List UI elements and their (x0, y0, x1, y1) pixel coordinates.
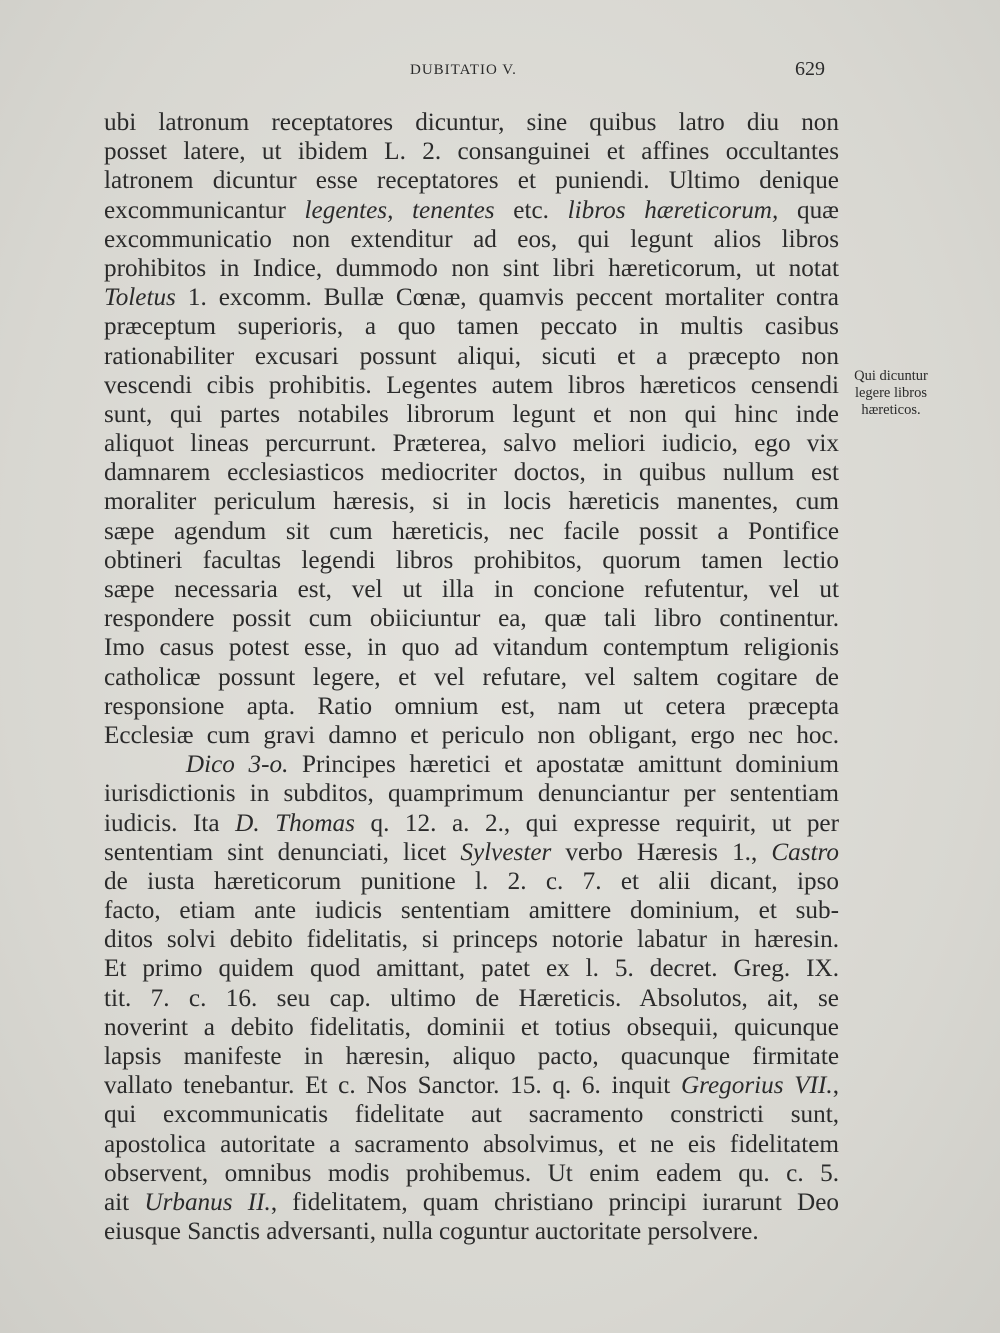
text-line (104, 342, 839, 371)
italic-text-run: libros hæreticorum, (567, 196, 779, 224)
text-line (104, 1159, 839, 1188)
text-line (104, 429, 839, 458)
text-line (104, 1130, 839, 1159)
text-run: q. 12. a. 2., qui expresse requirit, ut per (354, 809, 839, 837)
text-line (104, 1100, 839, 1129)
text-line (104, 692, 839, 721)
text-run: eiusque Sanctis adversanti, nulla coguntur auctoritate persolvere. (104, 1218, 759, 1246)
text-line (104, 400, 839, 429)
text-run: aliquot lineas percurrunt. Præterea, salvo meliori iudicio, ego vix (104, 430, 839, 458)
text-line (104, 166, 839, 195)
italic-text-run: Sylvester (460, 838, 552, 866)
text-line (104, 283, 839, 312)
text-run: , fidelitatem, quam christiano principi iurarunt Deo (270, 1188, 839, 1216)
text-run: ait (104, 1188, 145, 1216)
text-line (104, 1188, 839, 1217)
text-line (104, 312, 839, 341)
text-run: 1. excomm. Bullæ Cœnæ, quamvis peccent mortaliter contra (175, 284, 839, 312)
text-run: lapsis manifeste in hæresin, aliquo pacto, quacunque firmitate (104, 1043, 839, 1070)
text-run: , (832, 1072, 839, 1100)
text-run: ditos solvi debito fidelitatis, si princeps notorie labatur in hæresin. (104, 926, 839, 954)
text-line (104, 633, 839, 662)
margin-note (843, 368, 939, 419)
italic-text-run: Dico 3-o. (185, 751, 289, 779)
text-line (104, 925, 839, 954)
italic-text-run: Toletus (104, 284, 176, 312)
text-run: verbo Hæresis 1., (551, 838, 772, 866)
text-run: obtineri facultas legendi libros prohibitos, quorum tamen lectio (104, 546, 839, 574)
text-run: noverint a debito fidelitatis, dominii et totius obsequii, quicunque (104, 1013, 839, 1041)
text-line (104, 604, 839, 633)
text-run: sæpe agendum sit cum hæreticis, nec facile possit a Pontifice (104, 517, 839, 545)
italic-text-run: legentes, tenentes (304, 196, 495, 224)
text-line (104, 487, 839, 516)
text-line (104, 546, 839, 575)
text-line (104, 838, 839, 867)
text-line (104, 779, 839, 808)
text-run: præceptum superioris, a quo tamen peccato in multis casibus (104, 313, 839, 341)
text-line (104, 517, 839, 546)
italic-text-run: D. Thomas (235, 809, 355, 837)
text-run: moraliter periculum hæresis, si in locis hæreticis manentes, cum (104, 488, 839, 516)
text-run: sunt, qui partes notabiles librorum legunt et non qui hinc inde (104, 400, 839, 428)
text-line (104, 1217, 839, 1246)
text-run: excommunicantur (104, 196, 305, 224)
text-run: apostolica autoritate a sacramento absolvimus, et ne eis fidelitatem (104, 1130, 839, 1158)
text-run: rationabiliter excusari possunt aliqui, sicuti et a præcepto non (104, 342, 839, 370)
text-run: Et primo quidem quod amittant, patet ex l. 5. decret. Greg. IX. (104, 955, 839, 983)
text-run: qui excommunicatis fidelitate aut sacramento constricti sunt, (104, 1101, 839, 1129)
margin-note-line: Qui dicuntur (854, 368, 928, 384)
italic-text-run: Gregorius VII. (680, 1072, 833, 1100)
text-run (104, 751, 186, 778)
text-run: tit. 7. c. 16. seu cap. ultimo de Hæreticis. Absolutos, ait, se (104, 984, 839, 1012)
body-text (104, 108, 839, 1246)
text-run: Imo casus potest esse, in quo ad vitandum contemptum religionis (104, 634, 839, 662)
text-line (104, 137, 839, 166)
text-line (104, 954, 839, 983)
running-head: DUBITATIO V. (410, 62, 517, 78)
text-run: de iusta hæreticorum punitione l. 2. c. 7. et alii dicant, ipso (104, 867, 839, 895)
italic-text-run: Urbanus II. (144, 1188, 271, 1216)
text-run: iudicis. Ita (104, 809, 236, 837)
text-run: respondere possit cum obiiciuntur ea, quæ tali libro continentur. (104, 605, 839, 633)
text-line (104, 721, 839, 750)
text-line (104, 254, 839, 283)
text-run: vescendi cibis prohibitis. Legentes autem libros hæreticos censendi (104, 371, 839, 399)
text-run: observent, omnibus modis prohibemus. Ut enim eadem qu. c. 5. (104, 1159, 839, 1187)
text-run: etc. (494, 196, 568, 224)
text-line (104, 809, 839, 838)
text-run: ubi latronum receptatores dicuntur, sine quibus latro diu non (104, 109, 839, 136)
text-run: Ecclesiæ cum gravi damno et periculo non obligant, ergo nec hoc. (104, 721, 839, 749)
text-run: catholicæ possunt legere, et vel refutare, vel saltem cogitare de (104, 663, 839, 691)
text-line (104, 896, 839, 925)
text-line (104, 458, 839, 487)
text-run: prohibitos in Indice, dummodo non sint libri hæreticorum, ut notat (104, 254, 839, 282)
text-run: sententiam sint denunciati, licet (104, 838, 461, 866)
text-run: posset latere, ut ibidem L. 2. consanguinei et affines occultantes (104, 138, 839, 166)
margin-note-line: hæreticos. (861, 402, 921, 418)
text-run: quæ (778, 196, 839, 224)
text-line (104, 750, 839, 779)
text-run: responsione apta. Ratio omnium est, nam ut cetera præcepta (104, 692, 839, 720)
text-line (104, 225, 839, 254)
text-run: excommunicatio non extenditur ad eos, qui legunt alios libros (104, 225, 839, 253)
text-line (104, 984, 839, 1013)
text-line (104, 867, 839, 896)
text-line (104, 371, 839, 400)
text-line (104, 108, 839, 137)
text-line (104, 575, 839, 604)
page-number: 629 (795, 58, 825, 80)
text-line (104, 1042, 839, 1071)
text-run: Principes hæretici et apostatæ amittunt dominium (288, 751, 839, 779)
text-run: facto, etiam ante iudicis sententiam amittere dominium, et sub- (104, 897, 839, 925)
italic-text-run: Castro (771, 838, 839, 866)
text-line (104, 663, 839, 692)
text-run: iurisdictionis in subditos, quamprimum denunciantur per sententiam (104, 780, 839, 808)
text-run: damnarem ecclesiasticos mediocriter doctos, in quibus nullum est (104, 459, 839, 487)
text-run: vallato tenebantur. Et c. Nos Sanctor. 15. q. 6. inquit (104, 1072, 681, 1100)
text-line (104, 1013, 839, 1042)
margin-note-line: legere libros (854, 385, 928, 401)
text-line (104, 196, 839, 225)
text-run: sæpe necessaria est, vel ut illa in concione refutentur, vel ut (104, 576, 839, 603)
text-line (104, 1071, 839, 1100)
text-run: latronem dicuntur esse receptatores et puniendi. Ultimo denique (104, 167, 839, 195)
